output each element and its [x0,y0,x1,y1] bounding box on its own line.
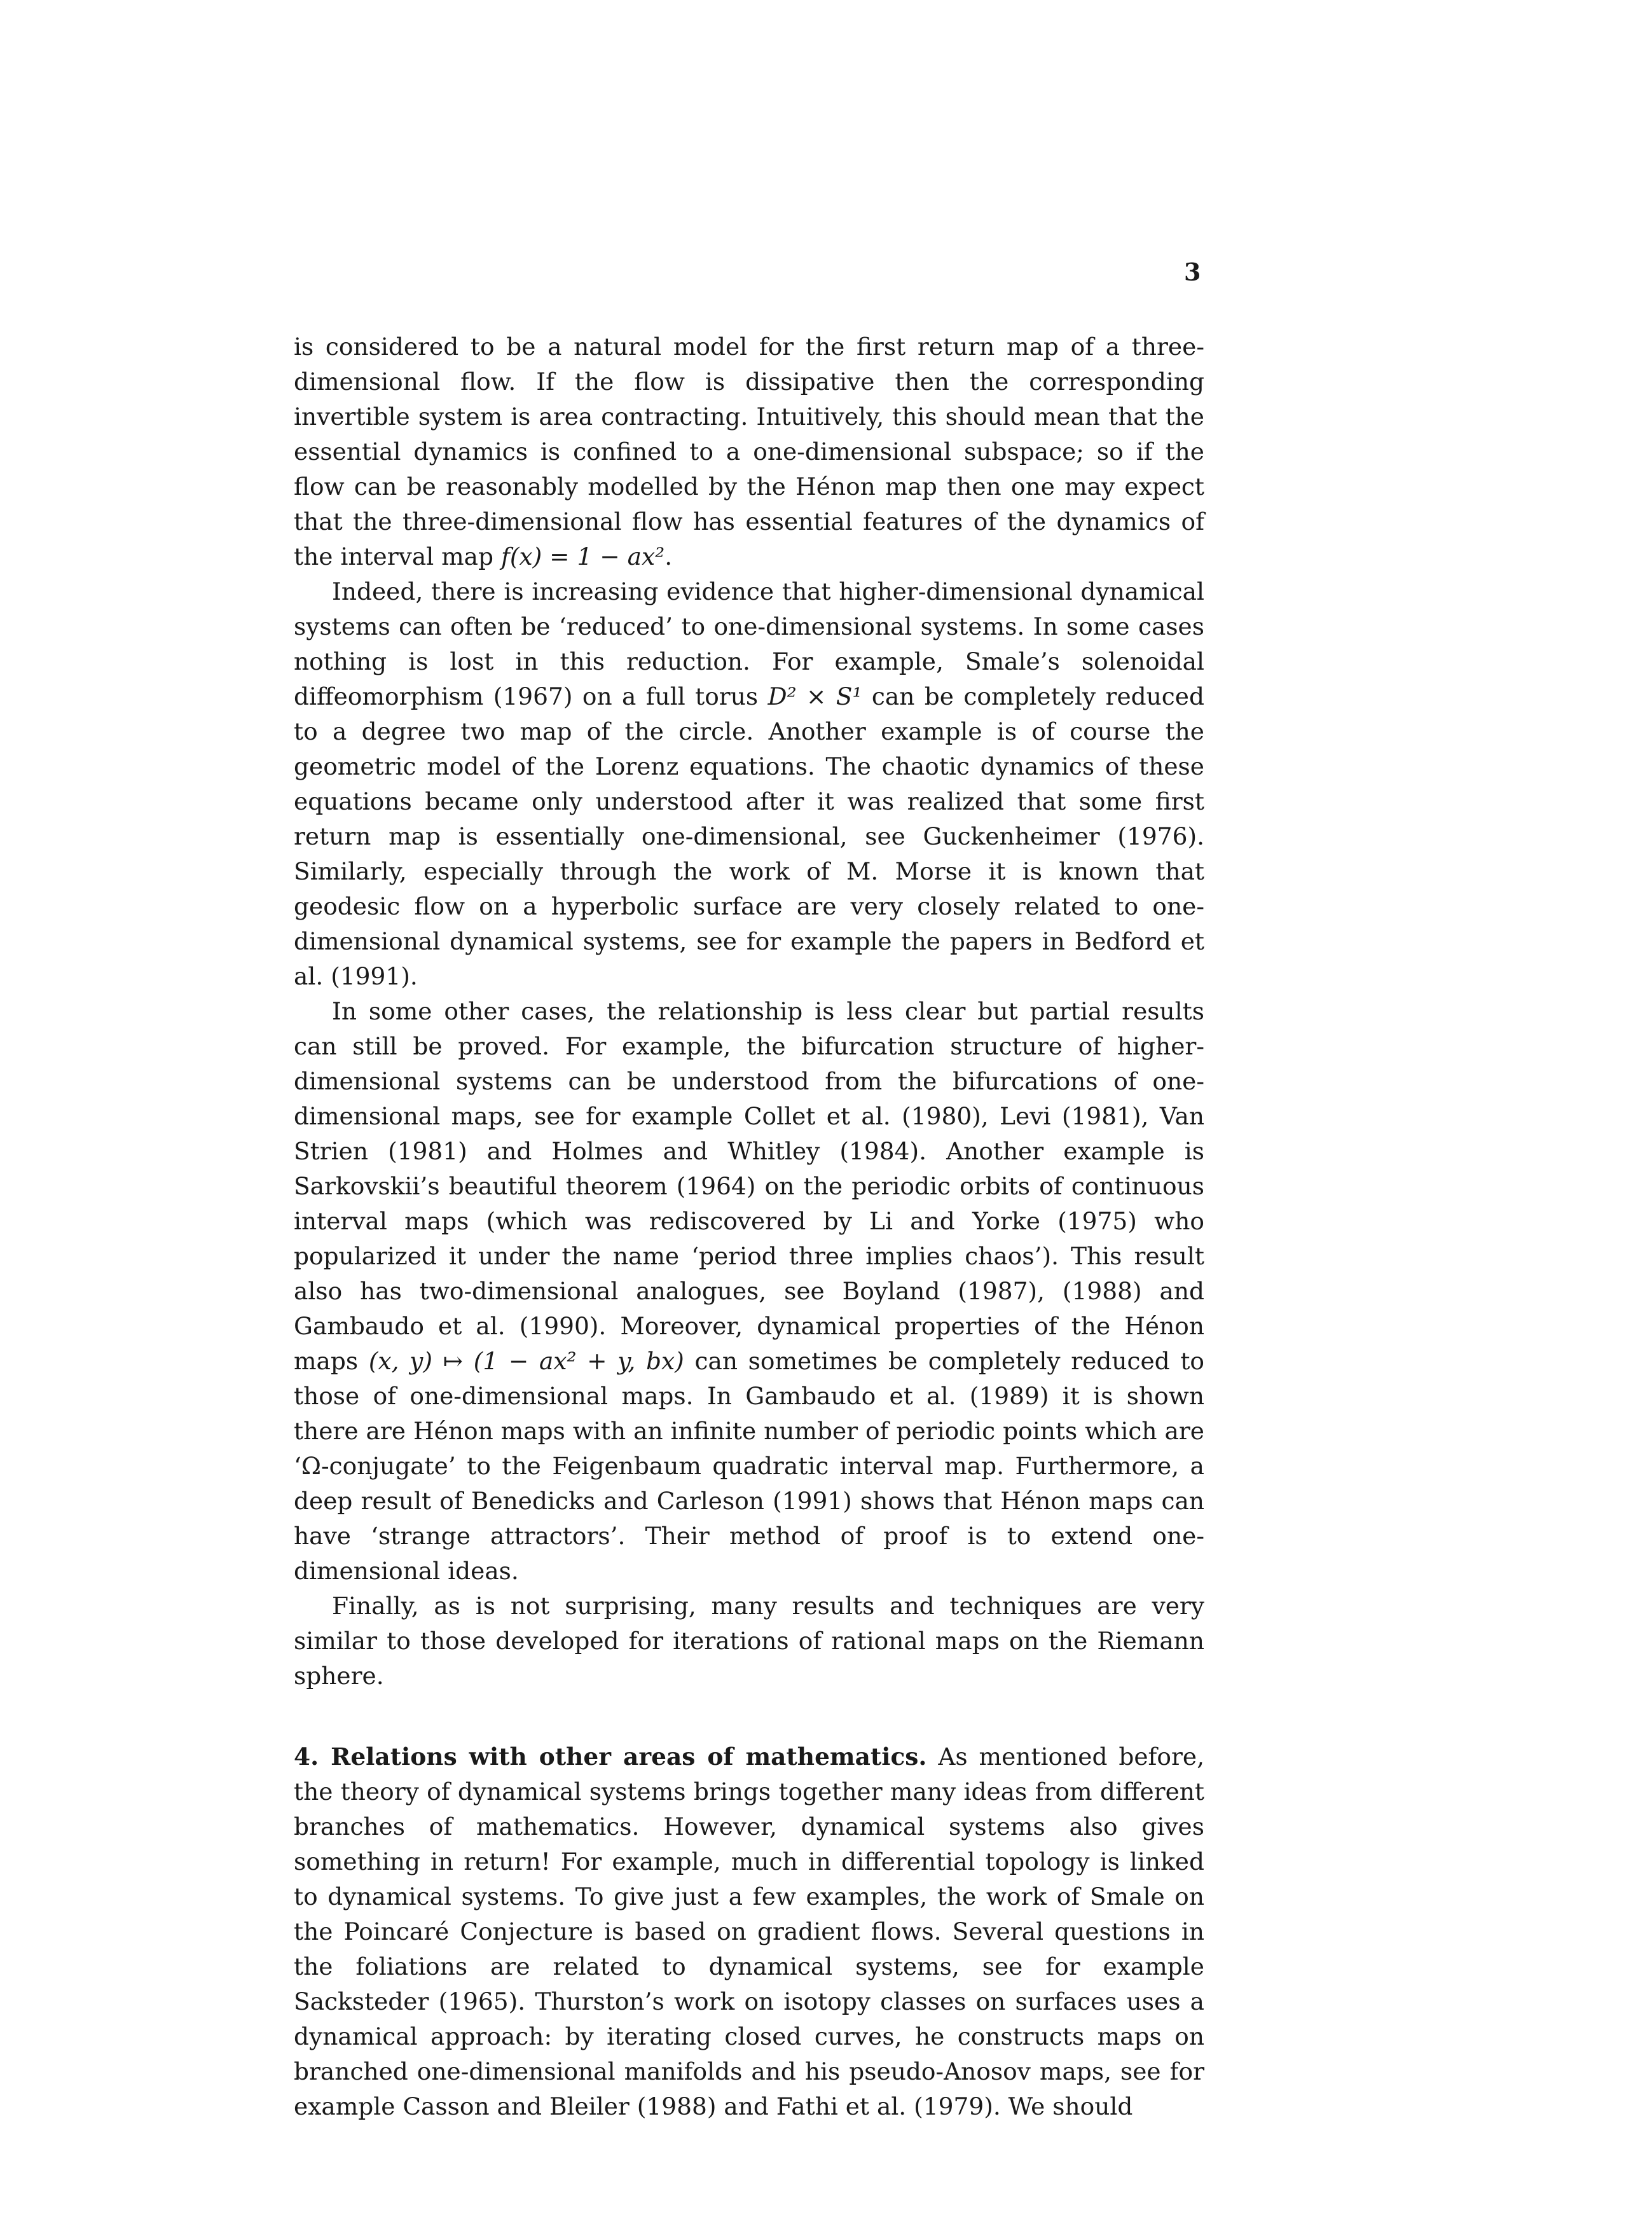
text-segment: Finally, as is not surprising, many results and techniques are very similar to those developed for iterations of rational maps on the Riemann sphere. [294,1592,1204,1690]
math-expression: (x, y) ↦ (1 − ax² + y, bx) [368,1347,684,1375]
text-segment: Indeed, there is increasing evidence that higher-dimensional dynamical systems can often be ‘reduced’ to one-dimensional systems. In some cases nothing is lost in this reduction. For example, Smale’s solenoidal diffeomorphism (1967) on a full torus [294,577,1204,710]
text-segment: In some other cases, the relationship is less clear but partial results can still be proved. For example, the bifurcation structure of higher-dimensional systems can be understood from the bifurcations of one-dimensional maps, see for example Collet et al. (1980), Levi (1981), Van Strien (1981) and Holmes and Whitley (1984). Another example is Sarkovskii’s beautiful theorem (1964) on the periodic orbits of continuous interval maps (which was rediscovered by Li and Yorke (1975) who popularized it under the name ‘period three implies chaos’). This result also has two-dimensional analogues, see Boyland (1987), (1988) and Gambaudo et al. (1990). Moreover, dynamical properties of the Hénon maps [294,997,1204,1375]
text-segment: . [664,542,673,570]
paragraph-p4 [294,1589,1204,1694]
text-segment: is considered to be a natural model for the first return map of a three-dimensional flow. If the flow is dissipative then the corresponding invertible system is area contracting. Intuitively, this should mean that the essential dynamics is confined to a one-dimensional subspace; so if the flow can be reasonably modelled by the Hénon map then one may expect that the three-dimensional flow has essential features of the dynamics of the interval map [294,333,1204,570]
section-gap [294,1694,1204,1739]
math-expression: f(x) = 1 − ax² [500,542,665,570]
text-segment: can be completely reduced to a degree two map of the circle. Another example is of course the geometric model of the Lorenz equations. The chaotic dynamics of these equations became only understood after it was realized that some first return map is essentially one-dimensional, see Guckenheimer (1976). Similarly, especially through the work of M. Morse it is known that geodesic flow on a hyperbolic surface are very closely related to one-dimensional dynamical systems, see for example the papers in Bedford et al. (1991). [294,682,1204,990]
body-text [294,329,1204,2124]
text-segment: can sometimes be completely reduced to those of one-dimensional maps. In Gambaudo et al. (1989) it is shown there are Hénon maps with an infinite number of periodic points which are ‘Ω-conjugate’ to the Feigenbaum quadratic interval map. Furthermore, a deep result of Benedicks and Carleson (1991) shows that Hénon maps can have ‘strange attractors’. Their method of proof is to extend one-dimensional ideas. [294,1347,1204,1585]
section-body-text: As mentioned before, the theory of dynamical systems brings together many ideas from different branches of mathematics. However, dynamical systems also gives something in return! For example, much in differential topology is linked to dynamical systems. To give just a few examples, the work of Smale on the Poincaré Conjecture is based on gradient flows. Several questions in the foliations are related to dynamical systems, see for example Sacksteder (1965). Thurston’s work on isotopy classes on surfaces uses a dynamical approach: by iterating closed curves, he constructs maps on branched one-dimensional manifolds and his pseudo-Anosov maps, see for example Casson and Bleiler (1988) and Fathi et al. (1979). We should [294,1743,1205,2120]
paragraph-list [294,329,1204,1694]
page-number: 3 [1184,258,1201,286]
paragraph-p3 [294,994,1204,1589]
math-expression: D² × S¹ [767,682,862,710]
section-4-paragraph [294,1739,1204,2124]
paragraph-p1 [294,329,1204,574]
section-heading: 4. Relations with other areas of mathematics. [294,1743,927,1771]
paragraph-p2 [294,574,1204,994]
